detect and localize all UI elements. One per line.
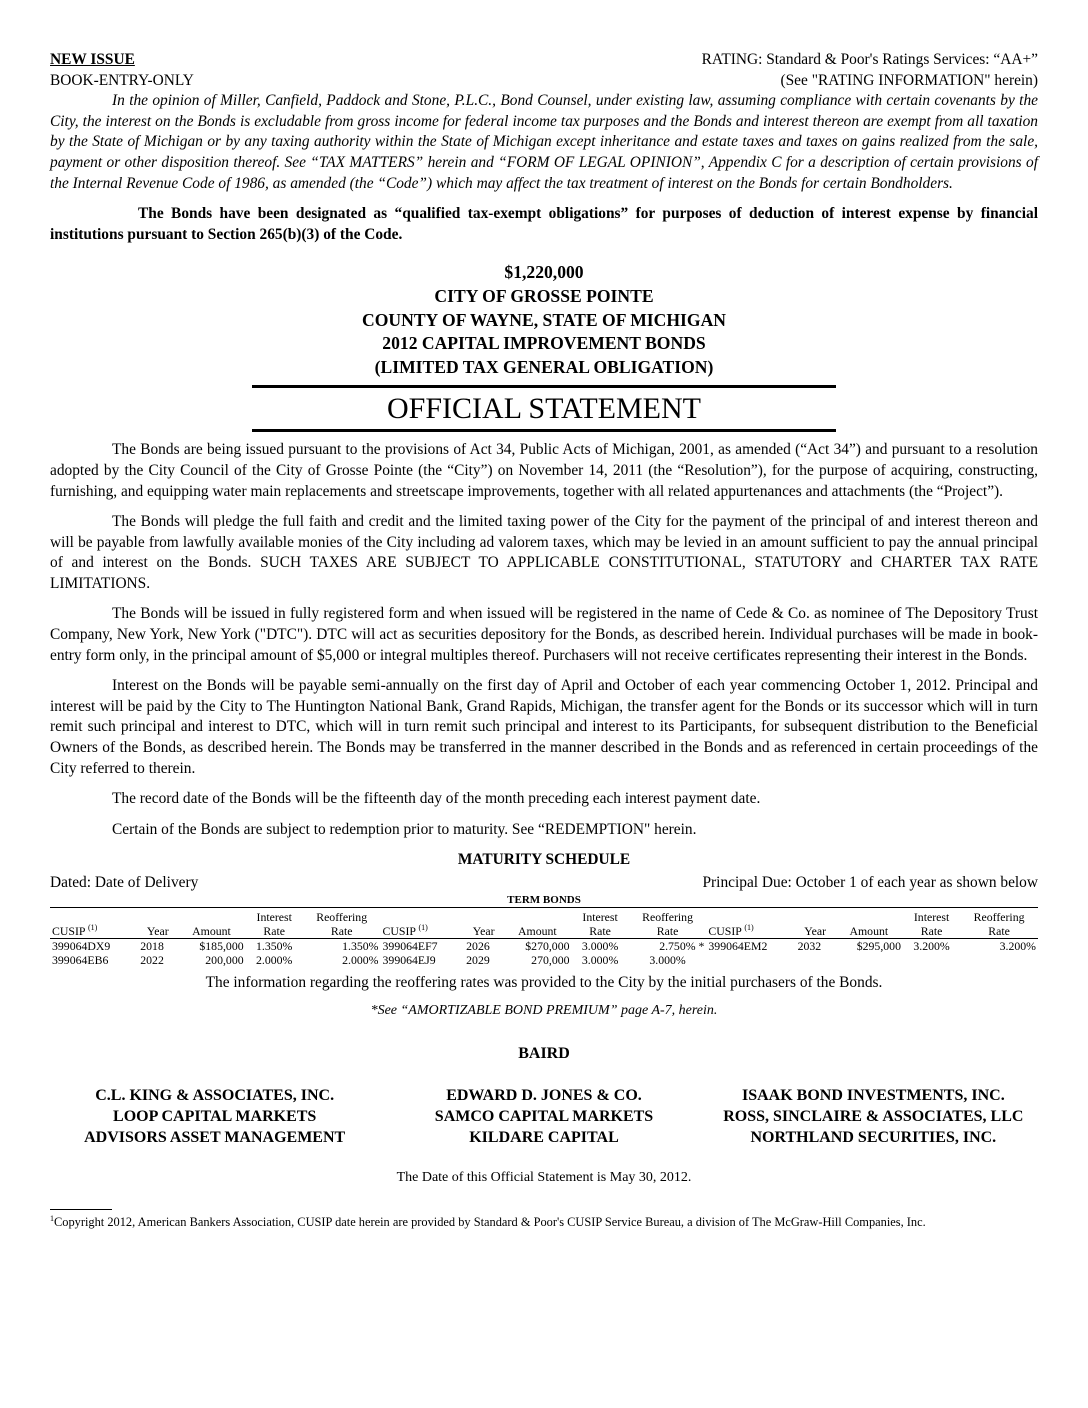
reoffering-rate-cell: 2.750% * bbox=[659, 938, 705, 953]
table-row bbox=[50, 938, 1038, 953]
issuer-county-state: COUNTY OF WAYNE, STATE OF MICHIGAN bbox=[362, 309, 726, 330]
underwriter-name: ISAAK BOND INVESTMENTS, INC. bbox=[741, 1087, 1005, 1105]
header-interest: Interest bbox=[582, 909, 618, 924]
interest-rate-cell: 3.000% bbox=[581, 952, 619, 967]
reoffering-rate-cell: 2.000% bbox=[342, 952, 379, 967]
reoffering-rate-cell: 1.350% bbox=[342, 938, 379, 953]
interest-rate-cell: 1.350% bbox=[256, 938, 293, 953]
underwriter-name: LOOP CAPITAL MARKETS bbox=[113, 1107, 317, 1125]
amount-cell: 270,000 bbox=[531, 952, 570, 967]
header-rate: Rate bbox=[629, 924, 707, 939]
underwriter-name: ADVISORS ASSET MANAGEMENT bbox=[84, 1128, 346, 1146]
cusip-cell: 399064EB6 bbox=[52, 952, 109, 967]
interest-rate-cell: 2.000% bbox=[256, 952, 293, 967]
rating-label: RATING: Standard & Poor's Ratings Services: “AA+” bbox=[701, 51, 1038, 68]
header-cusip: CUSIP $^{(1)}$ bbox=[50, 924, 138, 939]
body-paragraph-3: The Bonds will be issued in fully registered form and when issued will be registered in the name of Cede & Co. as nominee of The Depository Trust Company, New York, New York ("DTC"). DTC will act as securities depository for the Bonds, as described herein. Individual purchases will be made in book-entry form only, in the principal amount of $5,000 or integral multiples thereof. Purchasers will not receive certificates representing their interest in the Bonds. bbox=[50, 605, 1038, 664]
cusip-cell: 399064EF7 bbox=[382, 938, 438, 953]
dated-label: Dated: Date of Delivery bbox=[50, 874, 199, 891]
statement-date-line: The Date of this Official Statement is May 30, 2012. bbox=[396, 1170, 692, 1186]
lead-underwriter: BAIRD bbox=[518, 1044, 570, 1062]
underwriter-name: SAMCO CAPITAL MARKETS bbox=[434, 1107, 654, 1125]
footnote bbox=[50, 1214, 1038, 1230]
underwriter-name: NORTHLAND SECURITIES, INC. bbox=[750, 1128, 997, 1146]
amount-cell: $295,000 bbox=[856, 938, 901, 953]
underwriter-name: C.L. KING & ASSOCIATES, INC. bbox=[95, 1087, 335, 1105]
year-cell: 2029 bbox=[466, 952, 490, 967]
issuer-name: CITY OF GROSSE POINTE bbox=[434, 285, 654, 306]
body-paragraph-1: The Bonds are being issued pursuant to the provisions of Act 34, Public Acts of Michigan, 2001, as amended (“Act 34”) and pursuant to a resolution adopted by the City Council of the City of Grosse Pointe (the “City”) on November 14, 2011 (the “Resolution”), for the purpose of acquiring, constructing, furnishing, and equipping water main replacements and streetscape improvements, together with all related appurtenances and attachments (the “Project”). bbox=[50, 441, 1038, 500]
cusip-cell: 399064DX9 bbox=[52, 938, 111, 953]
underwriter-column-3 bbox=[709, 1086, 1038, 1148]
bond-title-block bbox=[50, 261, 1038, 379]
bond-obligation-type: (LIMITED TAX GENERAL OBLIGATION) bbox=[374, 356, 714, 377]
amount-cell: $270,000 bbox=[525, 938, 570, 953]
header-rate: Rate bbox=[572, 924, 629, 939]
header-row-2 bbox=[50, 71, 1038, 92]
header-row-1 bbox=[50, 50, 1038, 71]
term-bonds-label: TERM BONDS bbox=[507, 893, 581, 906]
maturity-dates-row bbox=[50, 873, 1038, 894]
cusip-cell: 399064EM2 bbox=[708, 938, 768, 953]
maturity-table bbox=[50, 907, 1038, 967]
header-rate: Rate bbox=[903, 924, 960, 939]
underwriter-column-2 bbox=[379, 1086, 708, 1148]
header-rate: Rate bbox=[960, 924, 1038, 939]
footnote-mark: 1 bbox=[50, 1213, 54, 1223]
principal-due-label: Principal Due: October 1 of each year as shown below bbox=[702, 874, 1038, 891]
year-cell: 2032 bbox=[797, 938, 822, 953]
header-rate: Rate bbox=[246, 924, 303, 939]
amount-cell: $185,000 bbox=[199, 938, 244, 953]
header-cusip: CUSIP $^{(1)}$ bbox=[706, 924, 795, 939]
underwriter-name: KILDARE CAPITAL bbox=[469, 1128, 619, 1146]
header-year: Year bbox=[464, 924, 503, 939]
official-statement-heading: OFFICIAL STATEMENT bbox=[252, 385, 836, 432]
cusip-cell: 399064EJ9 bbox=[382, 952, 436, 967]
header-cusip: CUSIP $^{(1)}$ bbox=[381, 924, 465, 939]
header-reoffering: Reoffering bbox=[642, 909, 693, 924]
reoffering-rate-cell: 3.200% bbox=[999, 938, 1036, 953]
underwriter-column-1 bbox=[50, 1086, 379, 1148]
header-interest: Interest bbox=[913, 909, 950, 924]
header-year: Year bbox=[796, 924, 835, 939]
official-statement-page bbox=[50, 0, 1038, 1230]
body-paragraph-5: The record date of the Bonds will be the fifteenth day of the month preceding each interest payment date. bbox=[112, 790, 761, 808]
reoffering-rates-note: The information regarding the reoffering rates was provided to the City by the initial purchasers of the Bonds. bbox=[205, 973, 883, 991]
header-interest: Interest bbox=[256, 909, 292, 924]
reoffering-rate-cell: 3.000% bbox=[649, 952, 686, 967]
year-cell: 2022 bbox=[140, 952, 164, 967]
maturity-schedule-title: MATURITY SCHEDULE bbox=[457, 851, 631, 869]
table-header-row-1 bbox=[50, 907, 1038, 924]
interest-rate-cell: 3.000% bbox=[581, 938, 619, 953]
bond-series-name: 2012 CAPITAL IMPROVEMENT BONDS bbox=[382, 333, 706, 354]
header-year: Year bbox=[138, 924, 177, 939]
book-entry-label: BOOK-ENTRY-ONLY bbox=[50, 71, 194, 89]
header-amount: Amount bbox=[503, 924, 571, 939]
amortizable-premium-note: *See “AMORTIZABLE BOND PREMIUM” page A-7, herein. bbox=[370, 1003, 718, 1019]
table-header-row-2 bbox=[50, 924, 1038, 939]
header-amount: Amount bbox=[177, 924, 245, 939]
new-issue-label: NEW ISSUE bbox=[50, 51, 135, 68]
body-paragraph-4: Interest on the Bonds will be payable semi-annually on the first day of April and October of each year commencing October 1, 2012. Principal and interest will be paid by the City to The Huntington National Bank, Grand Rapids, Michigan, the transfer agent for the Bonds or its successor which will in turn remit such principal and interest to DTC, which will in turn remit such principal and interest to its Participants, for subsequent distribution to the Beneficial Owners of the Bonds, as described herein. The Bonds may be transferred in the manner described in the Bonds and as referenced in certain proceedings of the City referred to therein. bbox=[50, 677, 1038, 777]
amount-cell: 200,000 bbox=[205, 952, 244, 967]
co-underwriters-grid bbox=[50, 1086, 1038, 1148]
bond-amount: $1,220,000 bbox=[504, 262, 584, 283]
underwriter-name: ROSS, SINCLAIRE & ASSOCIATES, LLC bbox=[723, 1107, 1024, 1125]
footnote-text: Copyright 2012, American Bankers Association, CUSIP date herein are provided by Standard & Poor's CUSIP Service Bureau, a division of The McGraw-Hill Companies, Inc. bbox=[54, 1214, 926, 1229]
footnote-divider bbox=[50, 1209, 112, 1210]
header-rate: Rate bbox=[303, 924, 381, 939]
rating-reference: (See "RATING INFORMATION" herein) bbox=[780, 71, 1038, 89]
header-reoffering: Reoffering bbox=[316, 909, 368, 924]
qualified-obligations-note: The Bonds have been designated as “qualified tax-exempt obligations” for purposes of deduction of interest expense by financial institutions pursuant to Section 265(b)(3) of the Code. bbox=[50, 205, 1038, 243]
tax-opinion-paragraph: In the opinion of Miller, Canfield, Paddock and Stone, P.L.C., Bond Counsel, under existing law, assuming compliance with certain covenants by the City, the interest on the Bonds is excludable from gross income for federal income tax purposes and the Bonds and interest thereon are exempt from all taxation by the State of Michigan or by any taxing authority within the State of Michigan except inheritance and estate taxes and taxes on gains realized from the sale, payment or other disposition thereof. See “TAX MATTERS” herein and “FORM OF LEGAL OPINION”, Appendix C for a description of certain provisions of the Internal Revenue Code of 1986, as amended (the “Code”) which may affect the tax treatment of interest on the Bonds for certain Bondholders. bbox=[50, 92, 1038, 192]
interest-rate-cell: 3.200% bbox=[913, 938, 950, 953]
body-paragraph-6: Certain of the Bonds are subject to redemption prior to maturity. See “REDEMPTION" herein. bbox=[112, 820, 697, 838]
header-amount: Amount bbox=[835, 924, 903, 939]
year-cell: 2018 bbox=[140, 938, 164, 953]
body-paragraph-2: The Bonds will pledge the full faith and credit and the limited taxing power of the City for the payment of the principal of and interest thereon and will be payable from lawfully available monies of the City including ad valorem taxes, which may be levied in an amount sufficient to pay the annual principal of and interest on the Bonds. SUCH TAXES ARE SUBJECT TO APPLICABLE CONSTITUTIONAL, STATUTORY and CHARTER TAX RATE LIMITATIONS. bbox=[50, 513, 1038, 592]
header-reoffering: Reoffering bbox=[973, 909, 1025, 924]
underwriter-name: EDWARD D. JONES & CO. bbox=[446, 1087, 642, 1105]
year-cell: 2026 bbox=[466, 938, 490, 953]
table-row bbox=[50, 953, 1038, 967]
